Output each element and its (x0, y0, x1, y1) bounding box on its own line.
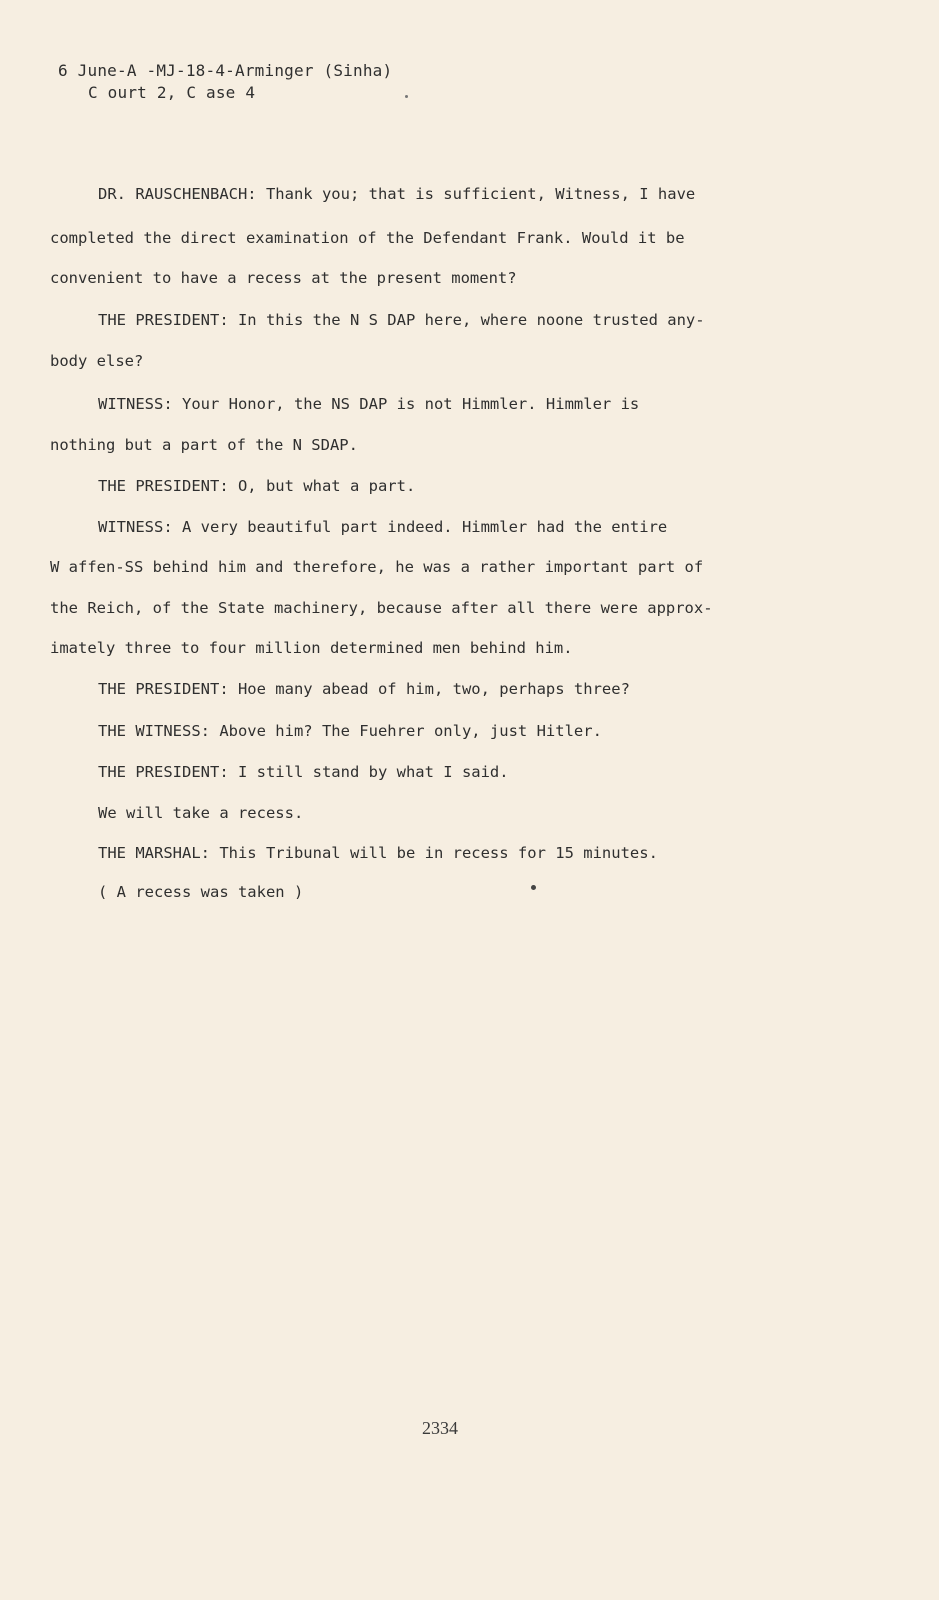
transcript-line: nothing but a part of the N SDAP. (50, 436, 358, 454)
transcript-line: body else? (50, 352, 144, 370)
transcript-line: W affen-SS behind him and therefore, he was a rather important part of (50, 558, 704, 576)
page-number: 2334 (422, 1418, 458, 1438)
transcript-line: completed the direct examination of the Defendant Frank. Would it be (50, 229, 685, 247)
transcript-line: convenient to have a recess at the present moment? (50, 269, 517, 287)
header-line-1: 6 June-A -MJ-18-4-Arminger (Sinha) (58, 61, 393, 80)
header-line-2: C ourt 2, C ase 4 (88, 83, 256, 102)
transcript-line: THE PRESIDENT: Hoe many abead of him, two, perhaps three? (98, 680, 630, 698)
transcript-line: THE PRESIDENT: I still stand by what I said. (98, 763, 509, 781)
ink-dot (531, 885, 536, 890)
transcript-line: imately three to four million determined men behind him. (50, 639, 573, 657)
transcript-line: THE PRESIDENT: O, but what a part. (98, 477, 416, 495)
transcript-line: WITNESS: A very beautiful part indeed. Himmler had the entire (98, 518, 668, 536)
transcript-line: We will take a recess. (98, 804, 304, 822)
transcript-line: THE PRESIDENT: In this the N S DAP here, where noone trusted any- (98, 311, 705, 329)
transcript-line: DR. RAUSCHENBACH: Thank you; that is sufficient, Witness, I have (98, 185, 696, 203)
ink-mark (405, 95, 408, 98)
transcript-line: THE MARSHAL: This Tribunal will be in recess for 15 minutes. (98, 844, 658, 862)
transcript-line: ( A recess was taken ) (98, 883, 304, 901)
page-header (58, 60, 392, 104)
transcript-line: the Reich, of the State machinery, because after all there were approx- (50, 599, 713, 617)
transcript-line: THE WITNESS: Above him? The Fuehrer only, just Hitler. (98, 722, 602, 740)
transcript-line: WITNESS: Your Honor, the NS DAP is not Himmler. Himmler is (98, 395, 640, 413)
